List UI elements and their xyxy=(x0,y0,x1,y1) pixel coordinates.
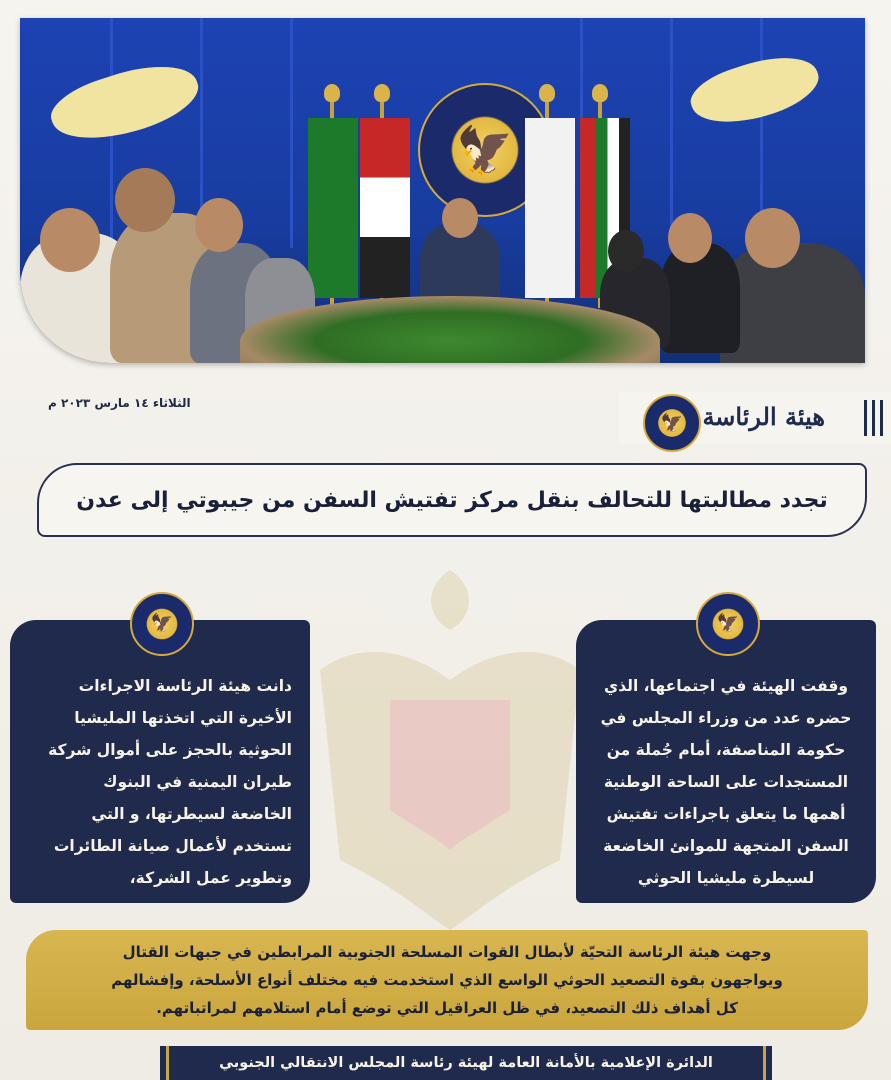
attendee-head xyxy=(745,208,800,268)
wall-panel-line xyxy=(670,18,673,248)
card-line: وتطوير عمل الشركة، xyxy=(129,869,292,887)
highlight-box xyxy=(26,930,868,1030)
flag-green xyxy=(308,118,358,298)
headline-box xyxy=(37,463,867,537)
info-card-left xyxy=(10,613,310,903)
chairman-head xyxy=(442,198,478,238)
card-line: الحوثية بالحجز على أموال شركة xyxy=(48,741,292,759)
eagle-icon: 🦅 xyxy=(716,613,740,634)
wall-map-right xyxy=(685,44,826,136)
card-line: وقفت الهيئة في اجتماعها، الذي xyxy=(603,677,849,695)
card-line: الخاضعة لسيطرتها، و التي xyxy=(91,805,292,823)
card-line: لسيطرة مليشيا الحوثي xyxy=(637,869,815,887)
footer-bar xyxy=(160,1046,772,1080)
attendee-head xyxy=(608,230,644,272)
card-line: طيران اليمنية في البنوك xyxy=(103,773,292,791)
wall-panel-line xyxy=(290,18,293,248)
eagle-icon: 🦅 xyxy=(150,613,174,634)
eagle-icon: 🦅 xyxy=(456,122,514,177)
attendee xyxy=(720,243,865,363)
header-bar xyxy=(864,400,867,436)
card-line: دانت هيئة الرئاسة الاجراءات xyxy=(78,677,292,695)
publish-date: الثلاثاء ١٤ مارس ٢٠٢٣ م xyxy=(48,396,191,410)
footer-stripe xyxy=(763,1046,766,1080)
wall-map-left xyxy=(44,51,205,154)
eagle-icon: 🦅 xyxy=(660,412,684,434)
attendee-head xyxy=(40,208,100,272)
card-line: أهمها ما يتعلق باجراءات تفتيش xyxy=(606,805,846,823)
flag-south xyxy=(360,118,410,298)
card-line: تستخدم لأعمال صيانة الطائرات xyxy=(53,837,292,855)
headline-text: تجدد مطالبتها للتحالف بنقل مركز تفتيش السفن من جيبوتي إلى عدن xyxy=(76,487,828,513)
card-line: المستجدات على الساحة الوطنية xyxy=(603,773,849,791)
header-bar xyxy=(872,400,875,436)
footer-stripe xyxy=(166,1046,169,1080)
meeting-photo xyxy=(20,18,865,363)
info-card-right xyxy=(576,613,876,903)
card-line: حكومة المناصفة، أمام جُملة من xyxy=(606,741,846,759)
emblem-watermark xyxy=(300,560,600,940)
header-bar xyxy=(880,400,883,436)
highlight-line: وجهت هيئة الرئاسة التحيّة لأبطال القوات المسلحة الجنوبية المرابطين في جبهات القتال xyxy=(122,943,772,961)
card-line: السفن المتجهة للموانئ الخاضعة xyxy=(603,837,849,855)
card-line: الأخيرة التي اتخذتها المليشيا xyxy=(74,709,292,727)
card-badge xyxy=(130,592,194,656)
attendee-head xyxy=(195,198,243,252)
council-logo xyxy=(643,394,701,452)
section-title: هيئة الرئاسة xyxy=(702,402,825,431)
card-line: حضره عدد من وزراء المجلس في xyxy=(600,709,852,727)
flag-white xyxy=(525,118,575,298)
footer-text: الدائرة الإعلامية بالأمانة العامة لهيئة رئاسة المجلس الانتقالي الجنوبي xyxy=(219,1055,713,1071)
watermark-eagle-head xyxy=(431,570,469,630)
attendee-head xyxy=(115,168,175,232)
highlight-line: ويواجهون بقوة التصعيد الحوثي الواسع الذي استخدمت فيه مختلف أنواع الأسلحة، وإفشالهم xyxy=(111,971,783,989)
card-badge xyxy=(696,592,760,656)
highlight-line: كل أهداف ذلك التصعيد، في ظل العراقيل التي توضع أمام استلامهم لمراتباتهم. xyxy=(156,999,738,1017)
attendee-head xyxy=(668,213,712,263)
section-header xyxy=(619,392,891,444)
